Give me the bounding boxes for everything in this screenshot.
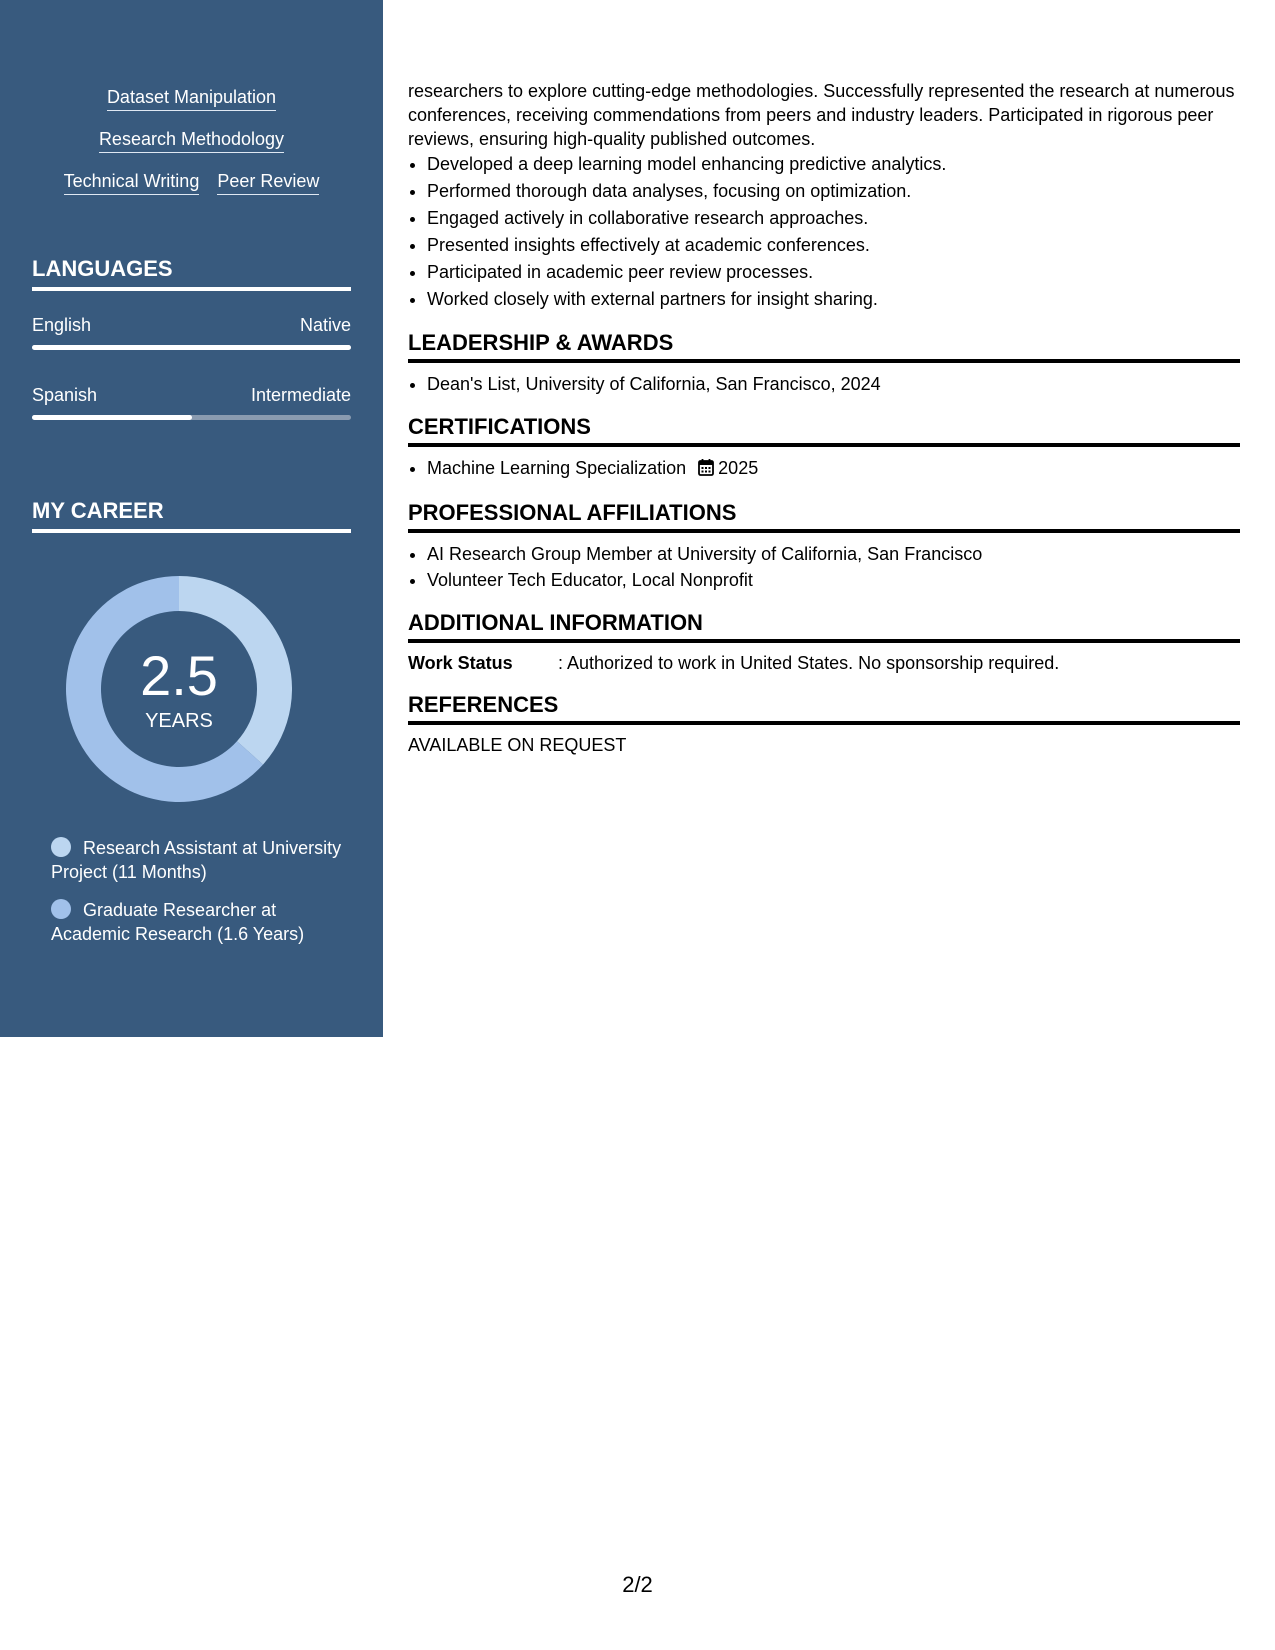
main-content xyxy=(408,79,1240,757)
career-item xyxy=(51,836,351,884)
language-name: English xyxy=(32,315,92,335)
skill-tag[interactable]: Dataset Manipulation xyxy=(107,86,276,111)
skills-list xyxy=(32,86,351,212)
list-item: • Performed thorough data analyses, focusing on optimization. xyxy=(427,178,1240,205)
career-item xyxy=(51,898,351,946)
career-total-unit: YEARS xyxy=(145,710,213,732)
work-status xyxy=(408,651,1240,675)
list-item: • AI Research Group Member at University of California, San Francisco xyxy=(427,541,1240,567)
languages-heading: LANGUAGES xyxy=(32,255,351,291)
career-item-label: Research Assistant at University Project (11 Months) xyxy=(51,838,342,882)
affiliations-list xyxy=(408,541,1240,593)
career-total-years: 2.5 xyxy=(140,644,218,707)
list-item: • Engaged actively in collaborative research approaches. xyxy=(427,205,1240,232)
list-item: • Volunteer Tech Educator, Local Nonprofit xyxy=(427,567,1240,593)
list-item: • Dean's List, University of California, San Francisco, 2024 xyxy=(427,371,1240,397)
skill-tag[interactable]: Peer Review xyxy=(217,170,319,195)
language-proficiency-bar xyxy=(32,345,351,350)
language-proficiency-fill xyxy=(32,415,192,420)
certification-year: 2025 xyxy=(718,458,759,478)
language-english xyxy=(32,314,351,350)
career-item-label: Graduate Researcher at Academic Research (1.6 Years) xyxy=(51,900,305,944)
certification-name: Machine Learning Specialization xyxy=(427,458,687,478)
legend-dot xyxy=(51,837,71,857)
language-proficiency-fill xyxy=(32,345,351,350)
language-level: Intermediate xyxy=(250,385,351,405)
references-heading: REFERENCES xyxy=(408,691,1240,725)
language-name: Spanish xyxy=(32,385,98,405)
page-number: 2/2 xyxy=(622,1572,653,1597)
experience-summary: researchers to explore cutting-edge methodologies. Successfully represented the research at numerous conferences, receiving commendations from peers and industry leaders. Participated in rigorous peer reviews, ensuring high-quality published outcomes. xyxy=(408,81,1235,149)
language-level: Native xyxy=(299,315,351,335)
calendar-icon xyxy=(698,457,714,483)
language-spanish xyxy=(32,384,351,420)
list-item: • Developed a deep learning model enhancing predictive analytics. xyxy=(427,151,1240,178)
additional-info-heading: ADDITIONAL INFORMATION xyxy=(408,609,1240,643)
certifications-list xyxy=(408,455,1240,483)
certification-item xyxy=(427,455,1240,483)
experience-bullets xyxy=(408,151,1240,313)
leadership-list xyxy=(408,371,1240,397)
legend-dot xyxy=(51,899,71,919)
affiliations-heading: PROFESSIONAL AFFILIATIONS xyxy=(408,499,1240,533)
list-item: • Presented insights effectively at academic conferences. xyxy=(427,232,1240,259)
career-heading: MY CAREER xyxy=(32,497,351,533)
list-item: • Participated in academic peer review processes. xyxy=(427,259,1240,286)
work-status-label: Work Status xyxy=(408,653,513,673)
list-item: • Worked closely with external partners for insight sharing. xyxy=(427,286,1240,313)
references-text: AVAILABLE ON REQUEST xyxy=(408,735,627,755)
skill-tag[interactable]: Research Methodology xyxy=(99,128,284,153)
sidebar xyxy=(0,0,383,1037)
language-proficiency-bar xyxy=(32,415,351,420)
leadership-heading: LEADERSHIP & AWARDS xyxy=(408,329,1240,363)
skill-tag[interactable]: Technical Writing xyxy=(64,170,200,195)
work-status-value: : Authorized to work in United States. No sponsorship required. xyxy=(558,653,1060,673)
certifications-heading: CERTIFICATIONS xyxy=(408,413,1240,447)
career-legend xyxy=(51,836,351,960)
